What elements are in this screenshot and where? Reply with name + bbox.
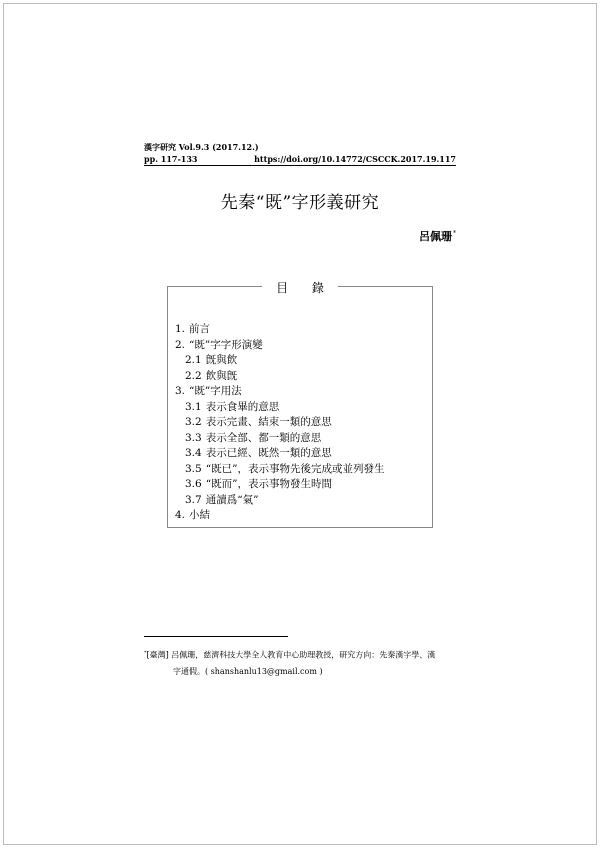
toc-entry: [175, 353, 384, 369]
footnote-line-1: *[臺灣] 呂佩珊，慈濟科技大學全人教育中心助理教授，研究方向：先秦漢字學、漢: [144, 650, 436, 660]
toc-entry-number: 3.4: [185, 447, 202, 459]
toc-entry-number: 4.: [175, 509, 186, 521]
journal-info: 漢字研究 Vol.9.3 (2017.12.): [144, 142, 259, 152]
toc-entry-number: 2.: [175, 338, 186, 351]
toc-entry-number: 3.6: [185, 478, 202, 490]
footnote: [144, 645, 462, 680]
author-name: 呂佩珊: [419, 230, 452, 243]
toc-entry: [175, 493, 384, 509]
toc-entry: [175, 477, 384, 493]
toc-entry-text: 小結: [189, 509, 211, 521]
toc-entry-text: 通讀爲“氣”: [205, 493, 259, 506]
toc-entry-text: 表示食畢的意思: [205, 400, 280, 413]
toc-entry: [175, 415, 384, 431]
author-footnote-mark: *: [453, 230, 456, 238]
toc-entry: [175, 338, 384, 354]
toc-entry-text: 表示完畫、結束一類的意思: [205, 416, 332, 428]
footnote-line-2: 字通假。( shanshanlu13@gmail.com ): [173, 666, 323, 676]
toc-entry-number: 3.: [175, 385, 186, 397]
toc-entry-number: 2.1: [185, 354, 202, 366]
toc-entry-text: “既”字字形演變: [189, 338, 263, 351]
page-range: pp. 117-133: [144, 154, 198, 164]
toc-entry-number: 1.: [175, 323, 186, 335]
toc-entry: [175, 462, 384, 478]
toc-entry-text: 表示已經、既然一類的意思: [205, 447, 332, 459]
author: [419, 228, 456, 244]
toc-entry: [175, 384, 384, 400]
toc-entry-number: 3.1: [185, 400, 202, 413]
running-header-left: [144, 141, 259, 165]
toc-entry: [175, 400, 384, 416]
toc-entry-number: 3.3: [185, 431, 202, 444]
toc-entry-text: “既而”，表示事物發生時間: [205, 478, 332, 490]
toc-entry: [175, 446, 384, 462]
toc-entry-text: 表示全部、都一類的意思: [205, 431, 322, 444]
toc-entry: [175, 431, 384, 447]
toc-entry-text: 旣與飲: [205, 354, 238, 366]
toc-entry: [175, 322, 384, 338]
toc-list: [175, 322, 384, 524]
toc-entry-number: 3.5: [185, 462, 202, 475]
paper-title: 先秦“既”字形義研究: [220, 193, 380, 213]
doi-link[interactable]: https://doi.org/10.14772/CSCCK.2017.19.117: [254, 154, 456, 164]
toc-entry: [175, 508, 384, 524]
toc-entry-number: 2.2: [185, 369, 202, 382]
toc-entry-text: “既”字用法: [189, 385, 242, 397]
footnote-mark: *: [144, 650, 147, 656]
toc-entry-number: 3.2: [185, 416, 202, 428]
footnote-rule: [144, 636, 288, 637]
toc-heading: 目 錄: [262, 279, 338, 296]
toc-entry-text: “既已”，表示事物先後完成或並列發生: [205, 462, 385, 475]
toc-entry-number: 3.7: [185, 493, 202, 506]
header-rule: [144, 165, 456, 166]
toc-entry-text: 前言: [189, 323, 211, 335]
toc-entry-text: 飲與旣: [205, 369, 238, 382]
toc-entry: [175, 369, 384, 385]
